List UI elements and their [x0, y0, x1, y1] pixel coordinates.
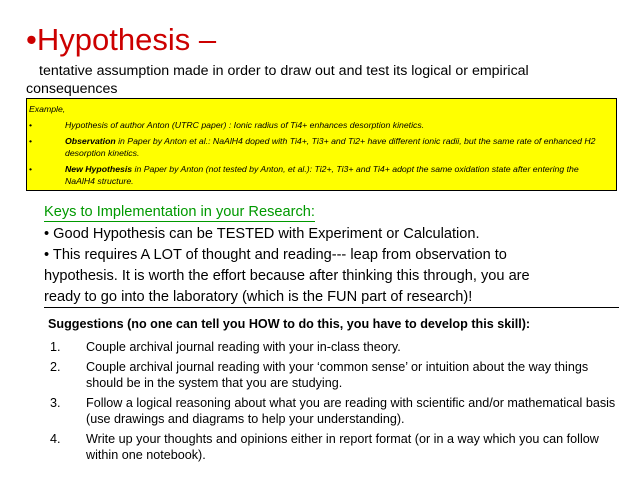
example-item-text: in Paper by Anton et al.: NaAlH4 doped with Ti4+, Ti3+ and Ti2+ have different ionic radii, but the same rate of enhanced H2 desorption kinetics. — [65, 136, 596, 158]
keys-line: • Good Hypothesis can be TESTED with Experiment or Calculation. — [44, 226, 480, 242]
example-item — [29, 163, 610, 187]
keys-section — [44, 202, 614, 308]
list-item-text: Write up your thoughts and opinions either in report format (or in a way which you can follow within one notebook). — [86, 432, 599, 462]
definition-line-2: consequences — [26, 81, 118, 97]
list-item — [44, 359, 619, 391]
list-number: 1. — [50, 340, 61, 354]
bullet-icon: • — [29, 136, 33, 146]
suggestions-section — [44, 307, 619, 467]
example-item-text: in Paper by Anton (not tested by Anton, et al.): Ti2+, Ti3+ and Ti4+ adopt the same oxidation state after entering the NaAlH4 structure. — [65, 164, 579, 186]
list-number: 4. — [50, 432, 61, 446]
list-number: 3. — [50, 396, 61, 410]
example-item — [29, 119, 610, 131]
list-item — [44, 339, 619, 355]
keys-line: hypothesis. It is worth the effort because after thinking this through, you are — [44, 268, 530, 284]
list-item-text: Couple archival journal reading with your in-class theory. — [86, 340, 401, 354]
example-item — [29, 135, 610, 159]
definition-line-1: tentative assumption made in order to draw out and test its logical or empirical — [39, 63, 529, 79]
keys-line: ready to go into the laboratory (which is the FUN part of research)! — [44, 289, 473, 305]
keys-heading: Keys to Implementation in your Research: — [44, 204, 315, 220]
example-item-bold-label: New Hypothesis — [65, 164, 133, 174]
bullet-icon: • — [29, 120, 33, 130]
example-item-text: Hypothesis of author Anton (UTRC paper) : Ionic radius of Ti4+ enhances desorption kinetics. — [65, 120, 425, 130]
list-number: 2. — [50, 360, 61, 374]
list-item-text: Follow a logical reasoning about what you are reading with scientific and/or mathematical basis (use drawings and diagrams to help your understanding). — [86, 396, 616, 426]
suggestions-title: Suggestions (no one can tell you HOW to do this, you have to develop this skill): — [48, 317, 531, 331]
example-heading: Example, — [29, 104, 66, 114]
example-item-bold-label: Observation — [65, 136, 116, 146]
list-item-text: Couple archival journal reading with your ‘common sense’ or intuition about the way things should be in the system that you are studying. — [86, 360, 589, 390]
example-box — [26, 98, 617, 191]
definition-text — [26, 62, 616, 98]
list-item — [44, 395, 619, 427]
slide-title: •Hypothesis – — [26, 22, 217, 57]
bullet-icon: • — [29, 164, 33, 174]
list-item — [44, 431, 619, 463]
keys-line: • This requires A LOT of thought and reading--- leap from observation to — [44, 247, 507, 263]
